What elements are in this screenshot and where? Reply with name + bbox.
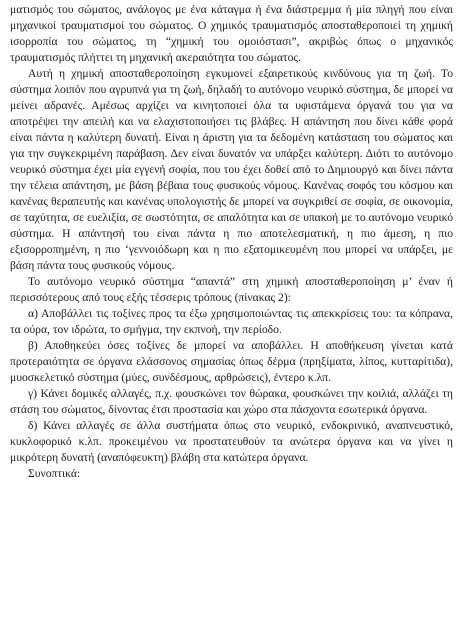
list-item-d: δ) Κάνει αλλαγές σε άλλα συστήματα όπως στο νευρικό, ενδοκρινικό, αναπνευστικό, κυκλοφορικό κ.λπ. προκειμένου να προστατευθούν τα ανώτερα όργανα και να γίνει η μικρότερη δυνατή (αναπόφευκτη) βλάβη στα κατώτερα όργανα. xyxy=(10,419,453,464)
list-item-c: γ) Κάνει δομικές αλλαγές, π.χ. φουσκώνει τον θώρακα, φουσκώνει την κοιλιά, αλλάζει τη στάση του σώματος, δίνοντας έτσι προστασία και χώρο στα πάσχοντα εσωτερικά όργανα. xyxy=(10,387,453,416)
paragraph-response-intro: Το αυτόνομο νευρικό σύστημα “απαντά” στη χημική αποσταθεροποίηση μ’ έναν ή περισσότερους από τους εξής τέσσερις τρόπους (πίνακας 2): xyxy=(10,275,453,304)
summary-label: Συνοπτικά: xyxy=(28,467,81,480)
paragraph-continuation: ματισμός του σώματος, ανάλογος με ένα κάταγμα ή ένα διάστρεμμα ή μία πληγή που είναι μηχανικοί τραυματισμοί του σώματος. Ο χημικός τραυματισμός αποσταθεροποιεί τη χημική ισορροπία του σώματος, τη “χημική του ομοιόστασι”, ακριβώς όπως ο μηχανικός τραυματισμός πλήττει τη μηχανική ακεραιότητα του σώματος. xyxy=(10,3,453,64)
paragraph-chemical-destabilization: Αυτή η χημική αποσταθεροποίηση εγκυμονεί εξαιρετικούς κινδύνους για τη ζωή. Το σύστημα λοιπόν που αγρυπνά για τη ζωή, δηλαδή το αυτόνομο νευρικό σύστημα, δε μπορεί να μείνει αδρανές. Αμέσως αρχίζει να κινητοποιεί όλα τα υφιστάμενα όργανά του για να αποτρέψει την απειλή και να ελαχιστοποιήσει τις βλάβες. Η απάντηση που δίνει κάθε φορά είναι πάντα η καλύτερη δυνατή. Είναι η άριστη για τα δεδομένη κατάσταση του σώματος και για την συγκεκριμένη παράβαση. Δεν είναι δυνατόν να υπάρξει καλύτερη. Διότι το αυτόνομο νευρικό σύστημα έχει μία εγγενή σοφία, που του έχει δοθεί από το Δημιουργό και δίνει πάντα την τέλεια απάντηση, με βάση βέβαια τους φυσικούς νόμους. Κανένας σοφός του κόσμου και κανένας θεραπευτής και κανένας υπολογιστής δε μπορεί να συγκριθεί σε σοφία, σε οικονομία, σε ταχύτητα, σε ευελιξία, σε σωστότητα, σε απαλότητα και σε υπακοή με το αυτόνομο νευρικό σύστημα. Η απάντησή του είναι πάντα η πιο αποτελεσματική, η πιο άμεση, η πιο εξισορροπημένη, η πιο ‘γεννοιόδωρη και η πιο εξατομικευμένη που μπορεί να υπάρξει, με βάση πάντα τους φυσικούς νόμους. xyxy=(10,67,453,272)
list-item-a: α) Αποβάλλει τις τοξίνες προς τα έξω χρησιμοποιώντας τις απεκκρίσεις του: τα κόπρανα, τα ούρα, τον ιδρώτα, το σμήγμα, την εκπνοή, την περίοδο. xyxy=(10,307,453,336)
list-item-b: β) Αποθηκεύει όσες τοξίνες δε μπορεί να αποβάλλει. Η αποθήκευση γίνεται κατά προτεραιότητα σε όργανα ελάσσονος σημασίας όπως δέρμα (πρηξίματα, λίπος, κυτταρίτιδα), μυοσκελετικό σύστημα (μύες, συνδέσμους, αρθρώσεις), έντερο κ.λπ. xyxy=(10,339,453,384)
